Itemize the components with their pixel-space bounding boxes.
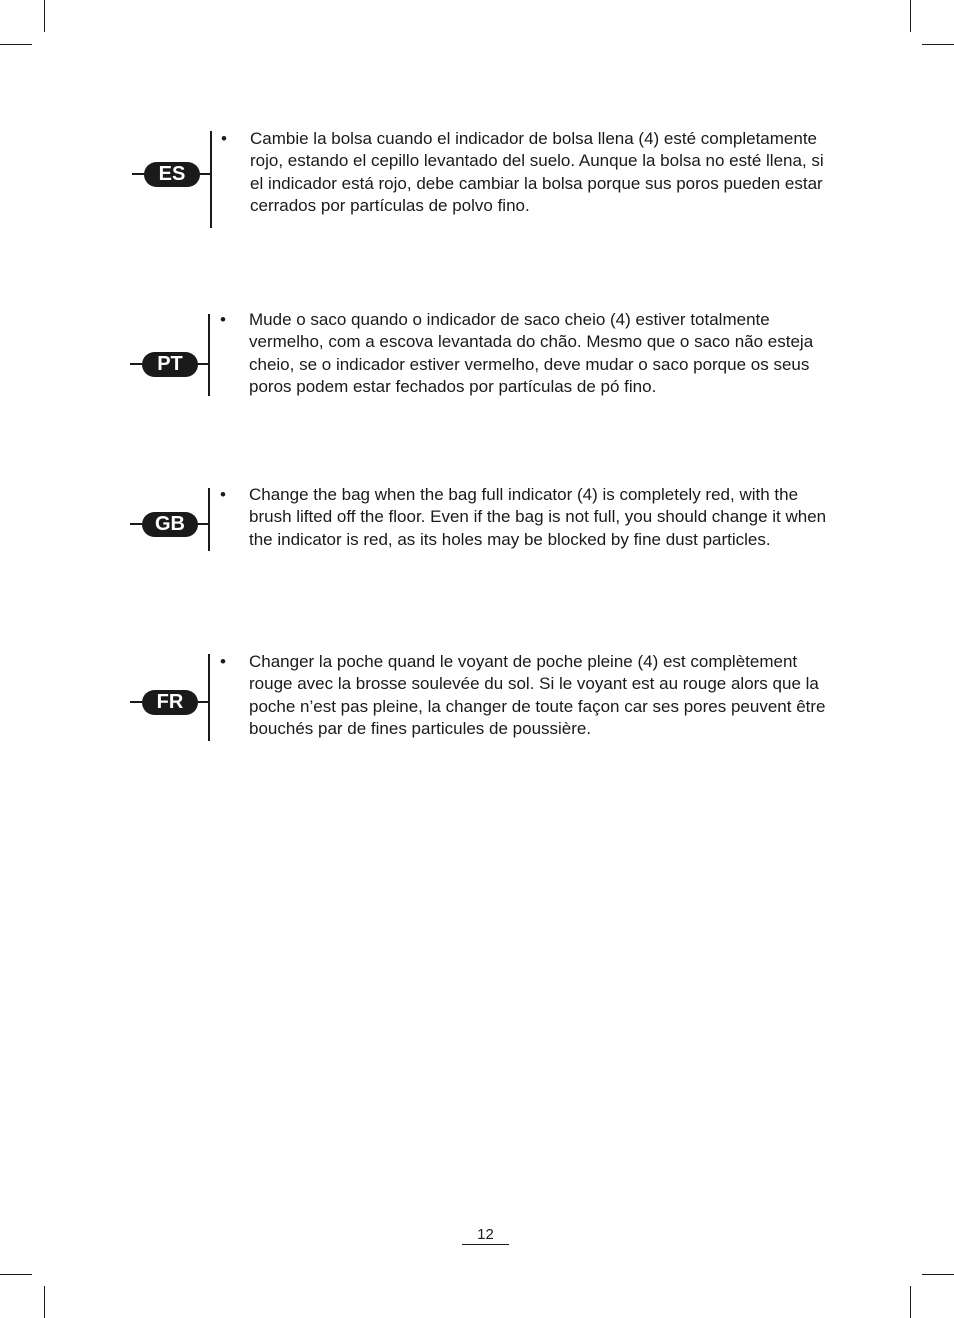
instruction-text-pt: Mude o saco quando o indicador de saco cheio (4) estiver totalmente vermelho, com a escova levantada do chão. Mesmo que o saco não esteja cheio, se o indicador estiver vermelho, deve mudar o saco porque os seus poros podem estar fechados por partículas de pó fino. (249, 310, 814, 396)
crop-mark-top-left-horizontal (0, 44, 32, 45)
instruction-text-fr: Changer la poche quand le voyant de poche pleine (4) est complètement rouge avec la brosse soulevée du sol. Si le voyant est au rouge alors que la poche n’est pas pleine, la changer de toute façon car ses pores peuvent être bouchés par de fines particules de poussière. (249, 652, 826, 738)
crop-mark-bottom-right-horizontal (922, 1274, 954, 1275)
bullet-marker: • (220, 310, 226, 329)
crop-mark-top-right-vertical (910, 0, 911, 32)
bullet-marker: • (221, 129, 227, 148)
page-number-underline (462, 1244, 509, 1245)
crop-mark-bottom-left-horizontal (0, 1274, 32, 1275)
bullet-marker: • (220, 652, 226, 671)
page-number: 12 (477, 1226, 494, 1243)
section-divider-bar (210, 131, 212, 228)
crop-mark-top-left-vertical (44, 0, 45, 32)
section-divider-bar (208, 314, 210, 396)
language-badge-pt: PT (142, 352, 198, 377)
language-badge-gb: GB (142, 512, 198, 537)
section-divider-bar (208, 488, 210, 551)
instruction-text-gb: Change the bag when the bag full indicator (4) is completely red, with the brush lifted off the floor. Even if the bag is not full, you should change it when the indicator is red, as its holes may be blocked by fine dust particles. (249, 485, 827, 549)
instruction-text-es: Cambie la bolsa cuando el indicador de bolsa llena (4) esté completamente rojo, estando el cepillo levantado del suelo. Aunque la bolsa no esté llena, si el indicador está rojo, debe cambiar la bolsa porque sus poros pueden estar cerrados por partículas de polvo fino. (250, 129, 824, 215)
crop-mark-bottom-left-vertical (44, 1286, 45, 1318)
language-badge-es: ES (144, 162, 200, 187)
crop-mark-top-right-horizontal (922, 44, 954, 45)
language-badge-fr: FR (142, 690, 198, 715)
crop-mark-bottom-right-vertical (910, 1286, 911, 1318)
bullet-marker: • (220, 485, 226, 504)
section-divider-bar (208, 654, 210, 741)
